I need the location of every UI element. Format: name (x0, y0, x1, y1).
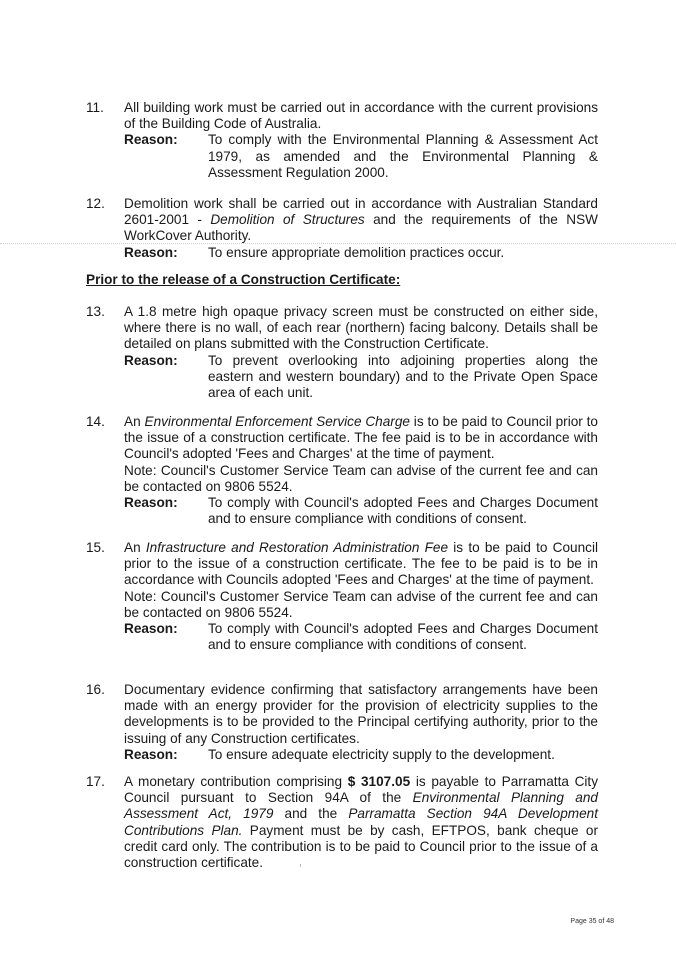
reason-text: To comply with Council's adopted Fees and Charges Document and to ensure compliance with conditions of consent. (208, 495, 598, 527)
reason-label: Reason: (124, 132, 178, 148)
condition-text: Demolition work shall be carried out in accordance with Australian Standard 2601-2001 - Demolition of Structures and the requirements of the NSW WorkCover Authority. (124, 196, 598, 244)
condition-text: An Environmental Enforcement Service Charge is to be paid to Council prior to the issue of a construction certificate. The fee paid is to be in accordance with Council's adopted 'Fees and Charges' at the time of payment. (124, 414, 598, 462)
condition-text: A 1.8 metre high opaque privacy screen must be constructed on either side, where there is no wall, of each rear (northern) facing balcony. Details shall be detailed on plans submitted with the Construction Certificate. (124, 304, 598, 352)
condition-number: 17. (86, 774, 105, 789)
reason-block (124, 495, 598, 527)
reason-block (124, 132, 598, 181)
reason-block (124, 747, 598, 763)
reason-text: To prevent overlooking into adjoining properties along the eastern and western boundary) and to the Private Open Space area of each unit. (208, 352, 598, 401)
reason-text: To comply with the Environmental Planning & Assessment Act 1979, as amended and the Environmental Planning & Assessment Regulation 2000. (208, 132, 598, 180)
condition-number: 16. (86, 682, 105, 697)
reason-block (124, 245, 598, 261)
condition-number: 11. (86, 100, 104, 115)
condition-text: All building work must be carried out in accordance with the current provisions of the Building Code of Australia. (124, 100, 598, 132)
condition-number: 15. (86, 540, 105, 555)
reason-text: To ensure adequate electricity supply to the development. (208, 746, 555, 762)
reason-label: Reason: (124, 352, 178, 368)
condition-text: A monetary contribution comprising $ 3107.05 is payable to Parramatta City Council pursuant to Section 94A of the Environmental Planning and Assessment Act, 1979 and the Parramatta Section 94A Development Contributions Plan. Payment must be by cash, EFTPOS, bank cheque or credit card only. The contribution is to be paid to Council prior to the issue of a construction certificate. (124, 774, 599, 871)
reason-label: Reason: (124, 244, 178, 260)
page-number: Page 35 of 48 (570, 918, 614, 925)
reason-block (124, 353, 598, 402)
condition-note: Note: Council's Customer Service Team can advise of the current fee and can be contacted on 9806 5524. (124, 588, 598, 620)
condition-number: 13. (86, 304, 105, 319)
contribution-amount: $ 3107.05 (347, 774, 411, 789)
scan-speck (300, 864, 301, 867)
condition-note: Note: Council's Customer Service Team can advise of the current fee and can be contacted on 9806 5524. (124, 462, 598, 494)
reason-label: Reason: (124, 495, 178, 511)
condition-text: An Infrastructure and Restoration Administration Fee is to be paid to Council prior to the issue of a construction certificate. The fee to be paid is to be in accordance with Councils adopted 'Fees and Charges' at the time of payment. (124, 540, 599, 588)
condition-text: Documentary evidence confirming that satisfactory arrangements have been made with an energy provider for the provision of electricity supplies to the developments is to be provided to the Principal certifying authority, prior to the issuing of any Construction certificates. (124, 682, 598, 746)
reason-text: To ensure appropriate demolition practices occur. (208, 244, 505, 260)
reason-text: To comply with Council's adopted Fees and Charges Document and to ensure compliance with conditions of consent. (208, 621, 598, 653)
condition-number: 14. (86, 414, 105, 429)
reason-label: Reason: (124, 746, 178, 762)
reason-block (124, 621, 598, 653)
condition-number: 12. (86, 196, 105, 211)
reason-label: Reason: (124, 621, 178, 637)
section-heading: Prior to the release of a Construction Certificate: (86, 272, 401, 287)
